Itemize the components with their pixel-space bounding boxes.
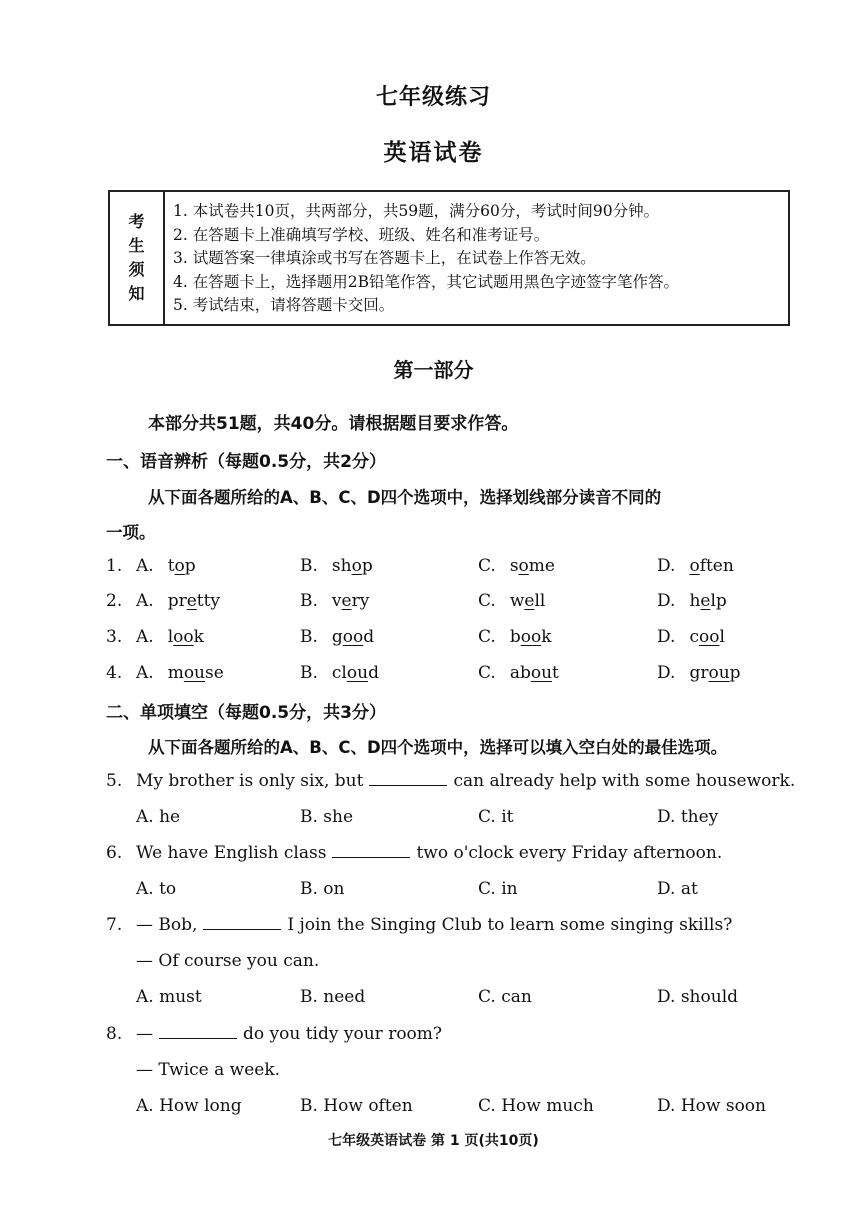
- underlined-sound: ou: [183, 663, 205, 683]
- option-c: C. it: [478, 807, 514, 827]
- stem-before: — Bob,: [136, 915, 198, 935]
- option-word: [510, 556, 555, 576]
- stem-after: can already help with some housework.: [453, 771, 796, 791]
- notice-label-char: 须: [128, 260, 145, 279]
- option-letter: C.: [478, 663, 496, 683]
- question-stem: [0, 771, 867, 801]
- option-a: A. How long: [136, 1096, 242, 1116]
- word-part: v: [331, 591, 342, 611]
- option-letter: B.: [300, 663, 318, 683]
- underlined-sound: oo: [342, 627, 364, 647]
- stem-after: I join the Singing Club to learn some singing skills?: [287, 915, 733, 935]
- option-letter: C.: [478, 556, 496, 576]
- word-part: s: [509, 556, 519, 576]
- word-part: sh: [331, 556, 352, 576]
- option-b: B. she: [300, 807, 354, 827]
- option-c: [478, 627, 552, 647]
- page-footer: 七年级英语试卷 第 1 页(共10页): [328, 1133, 539, 1149]
- word-part: cl: [331, 663, 347, 683]
- option-letter: D.: [657, 627, 676, 647]
- word-part: l: [719, 627, 725, 647]
- underlined-sound: ou: [346, 663, 369, 683]
- word-part: l: [167, 627, 174, 647]
- section-instruction: 从下面各题所给的A、B、C、D四个选项中，选择划线部分读音不同的: [148, 488, 662, 507]
- grade-title: 七年级练习: [375, 85, 491, 110]
- word-part: m: [167, 663, 184, 683]
- option-letter: D.: [657, 591, 676, 611]
- option-b: B. How often: [300, 1096, 413, 1116]
- option-word: [168, 556, 196, 576]
- option-word: [510, 591, 546, 611]
- underlined-sound: o: [351, 556, 362, 576]
- question-text: [136, 843, 722, 863]
- option-a: [136, 663, 224, 683]
- option-letter: B.: [300, 591, 318, 611]
- underlined-sound: ou: [708, 663, 730, 683]
- option-d: D. should: [657, 987, 739, 1007]
- option-word: [689, 591, 726, 611]
- option-word: [689, 627, 724, 647]
- option-letter: A.: [136, 663, 154, 683]
- dialogue-reply: [0, 951, 867, 981]
- word-part: tty: [196, 591, 221, 611]
- question-number: 3.: [106, 627, 123, 647]
- word-part: p: [729, 663, 741, 683]
- option-letter: C.: [478, 591, 496, 611]
- notice-label-char: 知: [128, 284, 145, 303]
- option-c: C. How much: [478, 1096, 594, 1116]
- option-c: C. in: [478, 879, 518, 899]
- stem-after: do you tidy your room?: [243, 1024, 443, 1044]
- word-part: t: [167, 556, 175, 576]
- answer-blank: [369, 771, 447, 786]
- option-letter: B.: [300, 627, 318, 647]
- stem-before: —: [136, 1024, 153, 1044]
- notice-item: 3. 试题答案一律填涂或书写在答题卡上，在试卷上作答无效。: [173, 249, 596, 267]
- question-options: [0, 1096, 867, 1126]
- option-b: [300, 627, 374, 647]
- option-b: B. on: [300, 879, 345, 899]
- option-word: [168, 591, 220, 611]
- answer-blank: [159, 1024, 237, 1039]
- reply-text: — Of course you can.: [136, 951, 320, 971]
- underlined-sound: ou: [530, 663, 553, 683]
- question-number: 2.: [106, 591, 123, 611]
- word-part: se: [205, 663, 224, 683]
- word-part: c: [689, 627, 699, 647]
- phonetics-question: [0, 591, 867, 621]
- question-stem: [0, 843, 867, 873]
- option-c: [478, 663, 559, 683]
- section-heading-phonetics: 一、语音辨析（每题0.5分，共2分）: [106, 452, 386, 472]
- option-d: [657, 627, 725, 647]
- underlined-sound: o: [174, 556, 185, 576]
- option-word: [689, 556, 733, 576]
- word-part: h: [689, 591, 701, 611]
- underlined-sound: oo: [520, 627, 542, 647]
- stem-before: My brother is only six, but: [136, 771, 364, 791]
- word-part: ry: [351, 591, 370, 611]
- option-letter: A.: [136, 556, 154, 576]
- option-letter: C.: [478, 627, 496, 647]
- option-a: A. must: [136, 987, 202, 1007]
- word-part: d: [368, 663, 379, 683]
- option-a: A. to: [136, 879, 177, 899]
- option-c: [478, 591, 545, 611]
- option-d: [657, 591, 727, 611]
- question-number: 8.: [106, 1024, 123, 1044]
- dialogue-reply: [0, 1060, 867, 1090]
- option-letter: A.: [136, 591, 154, 611]
- option-b: [300, 663, 379, 683]
- notice-item: 2. 在答题卡上准确填写学校、班级、姓名和准考证号。: [173, 225, 550, 244]
- option-c: C. can: [478, 987, 532, 1007]
- word-part: g: [331, 627, 343, 647]
- exam-notice-box: [108, 190, 790, 326]
- option-word: [689, 663, 740, 683]
- option-word: [332, 663, 379, 683]
- option-d: D. they: [657, 807, 719, 827]
- reply-text: — Twice a week.: [136, 1060, 281, 1080]
- part-intro: 本部分共51题，共40分。请根据题目要求作答。: [148, 414, 519, 434]
- section-instruction: 从下面各题所给的A、B、C、D四个选项中，选择可以填入空白处的最佳选项。: [148, 738, 728, 757]
- question-options: [0, 987, 867, 1017]
- word-part: ften: [699, 556, 734, 576]
- option-word: [510, 627, 552, 647]
- underlined-sound: o: [689, 556, 700, 576]
- notice-label: [110, 192, 165, 324]
- word-part: ab: [509, 663, 531, 683]
- answer-blank: [332, 843, 410, 858]
- notice-items: [173, 200, 782, 318]
- phonetics-question: [0, 627, 867, 657]
- option-a: [136, 591, 220, 611]
- question-text: [136, 1024, 442, 1044]
- notice-item: 1. 本试卷共10页，共两部分，共59题，满分60分，考试时间90分钟。: [173, 202, 660, 220]
- option-d: [657, 556, 734, 576]
- word-part: ll: [534, 591, 546, 611]
- option-a: [136, 556, 196, 576]
- option-letter: A.: [136, 627, 154, 647]
- underlined-sound: o: [518, 556, 529, 576]
- option-word: [510, 663, 559, 683]
- word-part: d: [363, 627, 375, 647]
- word-part: w: [509, 591, 525, 611]
- question-options: [0, 879, 867, 909]
- notice-item: 4. 在答题卡上，选择题用2B铅笔作答，其它试题用黑色字迹签字笔作答。: [173, 272, 679, 291]
- option-b: B. need: [300, 987, 366, 1007]
- word-part: t: [552, 663, 559, 683]
- question-number: 4.: [106, 663, 123, 683]
- word-part: k: [541, 627, 552, 647]
- option-d: D. at: [657, 879, 698, 899]
- option-d: [657, 663, 741, 683]
- option-a: [136, 627, 204, 647]
- option-c: [478, 556, 555, 576]
- underlined-sound: e: [341, 591, 352, 611]
- option-word: [168, 663, 224, 683]
- underlined-sound: oo: [173, 627, 194, 647]
- word-part: k: [193, 627, 204, 647]
- question-number: 6.: [106, 843, 123, 863]
- underlined-sound: e: [524, 591, 535, 611]
- word-part: p: [184, 556, 196, 576]
- word-part: b: [509, 627, 521, 647]
- option-b: [300, 591, 369, 611]
- option-word: [332, 627, 374, 647]
- word-part: p: [361, 556, 373, 576]
- option-word: [332, 556, 373, 576]
- option-letter: B.: [300, 556, 318, 576]
- stem-before: We have English class: [136, 843, 327, 863]
- question-number: 7.: [106, 915, 123, 935]
- phonetics-question: [0, 663, 867, 693]
- notice-label-char: 生: [128, 236, 145, 255]
- underlined-sound: oo: [698, 627, 720, 647]
- word-part: pr: [167, 591, 187, 611]
- option-letter: D.: [657, 556, 676, 576]
- question-number: 1.: [106, 556, 123, 576]
- word-part: gr: [689, 663, 709, 683]
- word-part: me: [528, 556, 555, 576]
- underlined-sound: e: [700, 591, 711, 611]
- question-options: [0, 807, 867, 837]
- stem-after: two o'clock every Friday afternoon.: [416, 843, 723, 863]
- underlined-sound: e: [186, 591, 197, 611]
- paper-title: 英语试卷: [383, 140, 484, 166]
- question-stem: [0, 1024, 867, 1054]
- option-d: D. How soon: [657, 1096, 766, 1116]
- question-number: 5.: [106, 771, 123, 791]
- option-b: [300, 556, 373, 576]
- word-part: lp: [710, 591, 727, 611]
- part-title: 第一部分: [393, 358, 474, 382]
- question-text: [136, 915, 732, 935]
- question-text: [136, 771, 795, 791]
- section-instruction-cont: 一项。: [106, 523, 156, 542]
- phonetics-question: [0, 556, 867, 586]
- notice-item: 5. 考试结束，请将答题卡交回。: [173, 296, 395, 314]
- section-heading-single-choice: 二、单项填空（每题0.5分，共3分）: [106, 703, 386, 723]
- option-letter: D.: [657, 663, 676, 683]
- question-stem: [0, 915, 867, 945]
- option-word: [168, 627, 204, 647]
- option-a: A. he: [136, 807, 181, 827]
- option-word: [332, 591, 369, 611]
- answer-blank: [203, 915, 281, 930]
- notice-label-char: 考: [128, 212, 145, 231]
